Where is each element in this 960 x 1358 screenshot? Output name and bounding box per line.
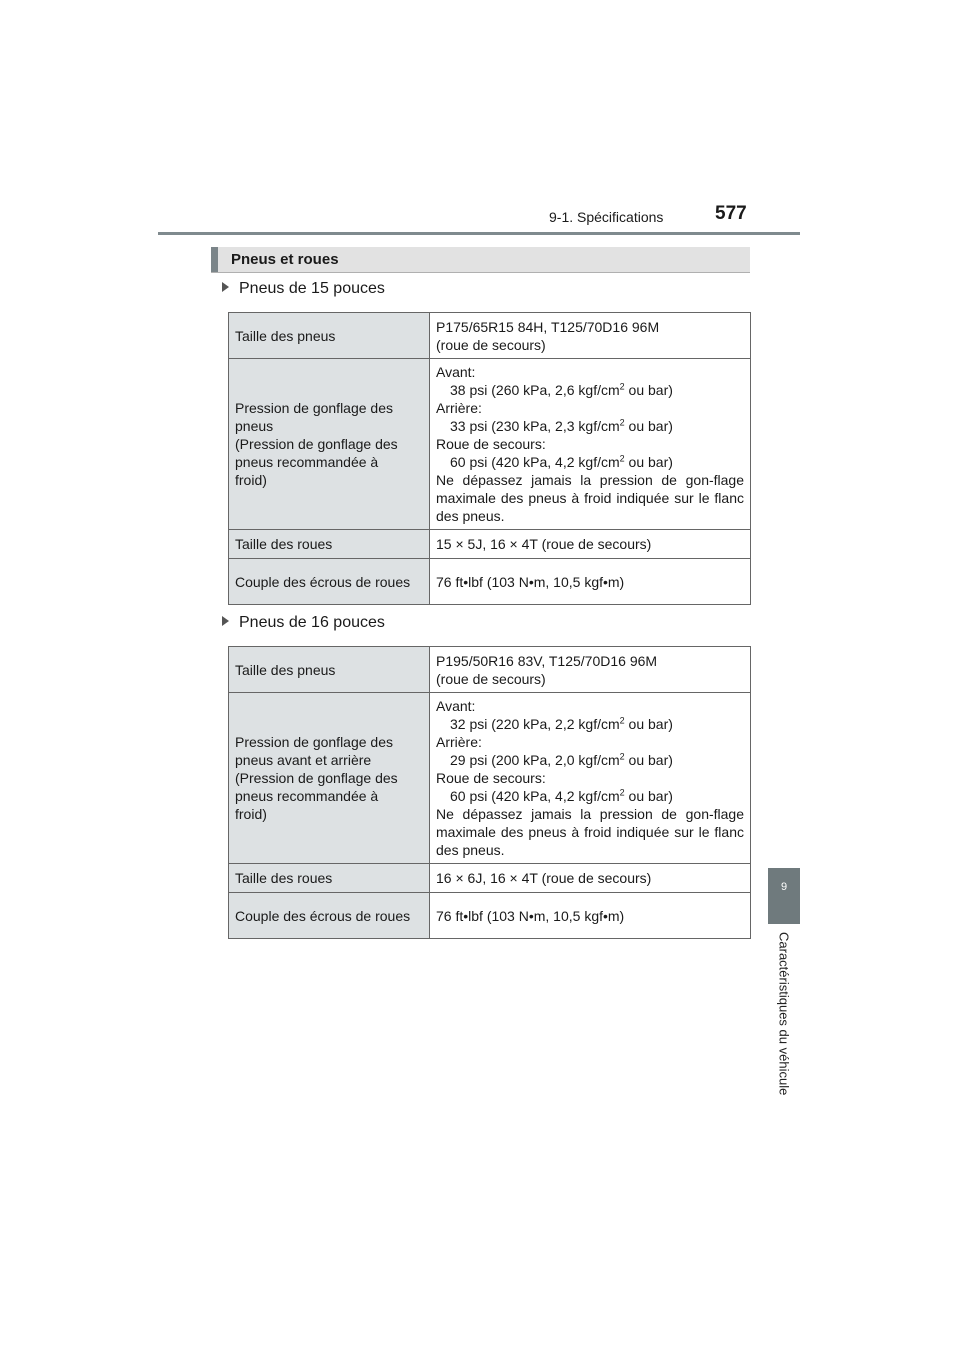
tire-size-value xyxy=(430,647,751,693)
tire-size-label: Taille des pneus xyxy=(229,647,430,693)
rear-value: 33 psi (230 kPa, 2,3 kgf/$cm^2$ ou bar) xyxy=(450,417,673,434)
wheel-size-value: 15 × 5J, 16 × 4T (roue de secours) xyxy=(430,530,751,559)
spare-label: Roue de secours: xyxy=(436,770,546,786)
table-row xyxy=(229,693,751,864)
table-row xyxy=(229,530,751,559)
chapter-label: Caractéristiques du véhicule xyxy=(776,932,792,1096)
pressure-warning: Ne dépassez jamais la pression de gon-flage maximale des pneus à froid indiquée sur le flanc des pneus. xyxy=(436,472,744,524)
wheel-size-label: Taille des roues xyxy=(229,530,430,559)
rear-label: Arrière: xyxy=(436,734,482,750)
table-row xyxy=(229,893,751,939)
pressure-label-line: (Pression de gonflage des xyxy=(235,436,398,452)
subheading-text: Pneus de 16 pouces xyxy=(239,614,385,631)
chapter-number: 9 xyxy=(780,881,788,893)
torque-value: 76 ft•lbf (103 N•m, 10,5 kgf•m) xyxy=(430,893,751,939)
front-label: Avant: xyxy=(436,698,476,714)
spare-value: 60 psi (420 kPa, 4,2 kgf/$cm^2$ ou bar) xyxy=(450,453,673,470)
pressure-label-line: Pression de gonflage des xyxy=(235,400,393,416)
table-row xyxy=(229,647,751,693)
spec-table-15-inch xyxy=(228,312,751,605)
pressure-label xyxy=(229,693,430,864)
spare-value: 60 psi (420 kPa, 4,2 kgf/$cm^2$ ou bar) xyxy=(450,787,673,804)
header-section-title: 9-1. Spécifications xyxy=(549,209,664,225)
tire-size-note: (roue de secours) xyxy=(436,670,546,687)
tire-size-value xyxy=(430,313,751,359)
arrow-right-icon xyxy=(222,616,229,626)
spec-table-16-inch xyxy=(228,646,751,939)
spare-label: Roue de secours: xyxy=(436,436,546,452)
section-bar xyxy=(211,247,750,272)
pressure-label xyxy=(229,359,430,530)
front-value: 32 psi (220 kPa, 2,2 kgf/$cm^2$ ou bar) xyxy=(450,715,673,732)
subheading-16-inch xyxy=(222,614,385,632)
table-row xyxy=(229,359,751,530)
table-row xyxy=(229,559,751,605)
pressure-label-line: froid) xyxy=(235,806,267,822)
torque-label: Couple des écrous de roues xyxy=(229,893,430,939)
front-label: Avant: xyxy=(436,364,476,380)
wheel-size-label: Taille des roues xyxy=(229,864,430,893)
chapter-tab xyxy=(768,868,800,924)
header-rule xyxy=(158,232,800,235)
pressure-label-line: pneus xyxy=(235,418,274,434)
front-value: 38 psi (260 kPa, 2,6 kgf/$cm^2$ ou bar) xyxy=(450,381,673,398)
wheel-size-value: 16 × 6J, 16 × 4T (roue de secours) xyxy=(430,864,751,893)
pressure-label-line: (Pression de gonflage des xyxy=(235,770,398,786)
table-row xyxy=(229,313,751,359)
pressure-label-line: pneus avant et arrière xyxy=(235,752,372,768)
pressure-value xyxy=(430,359,751,530)
arrow-right-icon xyxy=(222,282,229,292)
pressure-value xyxy=(430,693,751,864)
torque-value: 76 ft•lbf (103 N•m, 10,5 kgf•m) xyxy=(430,559,751,605)
subheading-15-inch xyxy=(222,280,385,298)
tire-size-line: P195/50R16 83V, T125/70D16 96M xyxy=(436,652,658,669)
table-row xyxy=(229,864,751,893)
section-title: Pneus et roues xyxy=(231,251,339,268)
torque-label: Couple des écrous de roues xyxy=(229,559,430,605)
rear-label: Arrière: xyxy=(436,400,482,416)
pressure-label-line: pneus recommandée à xyxy=(235,788,379,804)
page-number: 577 xyxy=(715,203,747,224)
tire-size-line: P175/65R15 84H, T125/70D16 96M xyxy=(436,318,660,335)
pressure-label-line: froid) xyxy=(235,472,267,488)
rear-value: 29 psi (200 kPa, 2,0 kgf/$cm^2$ ou bar) xyxy=(450,751,673,768)
pressure-label-line: pneus recommandée à xyxy=(235,454,379,470)
tire-size-note: (roue de secours) xyxy=(436,336,546,353)
pressure-warning: Ne dépassez jamais la pression de gon-flage maximale des pneus à froid indiquée sur le flanc des pneus. xyxy=(436,806,744,858)
section-underline xyxy=(211,272,750,273)
pressure-label-line: Pression de gonflage des xyxy=(235,734,393,750)
tire-size-label: Taille des pneus xyxy=(229,313,430,359)
subheading-text: Pneus de 15 pouces xyxy=(239,280,385,297)
